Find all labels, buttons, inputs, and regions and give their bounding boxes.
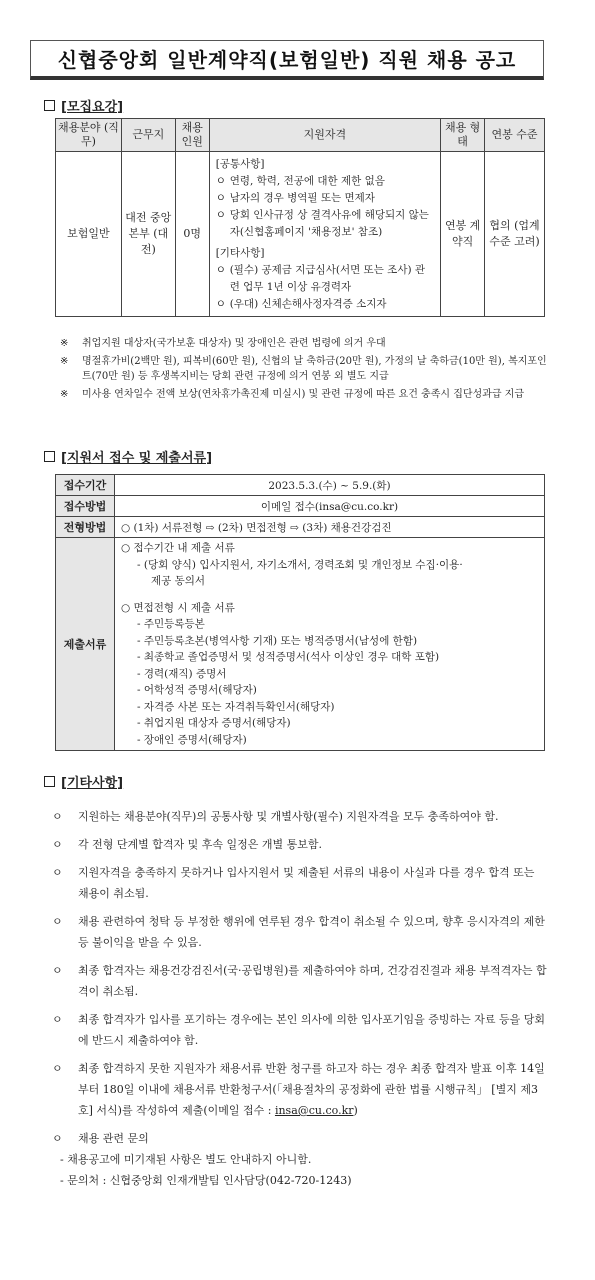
notes-list (60, 336, 548, 402)
process-value: ○ (1차) 서류전형 ⇨ (2차) 면접전형 ⇨ (3차) 채용건강검진 (115, 517, 545, 538)
recruit-table-header (56, 119, 545, 152)
misc-item: ㅇ 채용 관련하여 청탁 등 부정한 행위에 연루된 경우 합격이 취소될 수 있으며, 향후 응시자격의 제한 등 불이익을 받을 수 있음. (52, 915, 545, 949)
section-recruit-heading: [모집요강] (44, 96, 123, 115)
misc-item: ㅇ 최종 합격자는 채용건강검진서(국·공립병원)를 제출하여야 하며, 건강검진결과 채용 부적격자는 합격이 취소됨. (52, 964, 547, 998)
docs-label: 제출서류 (56, 538, 115, 751)
apply-row-docs (56, 538, 545, 751)
docs-b-item: - 경력(재직) 증명서 (137, 667, 227, 680)
apply-row-method (56, 496, 545, 517)
note-item: ※ 명절휴가비(2백만 원), 피복비(60만 원), 신협의 날 축하금(20만 원), 가정의 날 축하금(10만 원), 복지포인트(70만 원) 등 후생복지비는 당회 관련 규정에 의거 연봉 외 별도 지급 (60, 356, 547, 382)
cell-type: 연봉 계약직 (441, 152, 485, 317)
cell-salary: 협의 (업계 수준 고려) (485, 152, 545, 317)
misc-list (52, 806, 548, 1191)
note-item: ※ 취업지원 대상자(국가보훈 대상자) 및 장애인은 관련 법령에 의거 우대 (60, 338, 386, 349)
recruit-table (55, 118, 545, 317)
section-apply-heading: [지원서 접수 및 제출서류] (44, 447, 212, 466)
docs-b-item: - 주민등록초본(병역사항 기재) 또는 병적증명서(남성에 한함) (137, 634, 418, 647)
header-salary: 연봉 수준 (485, 119, 545, 152)
misc-item: ㅇ 최종 합격자가 입사를 포기하는 경우에는 본인 의사에 의한 입사포기임을 증빙하는 자료 등을 당회에 반드시 제출하여야 함. (52, 1013, 545, 1047)
qual-common-item: ㅇ 남자의 경우 병역필 또는 면제자 (215, 192, 375, 204)
checkbox-square-icon (44, 776, 55, 787)
docs-value (115, 538, 545, 751)
method-value: 이메일 접수(insa@cu.co.kr) (115, 496, 545, 517)
docs-b-item: - 자격증 사본 또는 자격취득확인서(해당자) (137, 700, 335, 713)
header-count: 채용 인원 (175, 119, 209, 152)
qual-other-title: [기타사항] (215, 247, 265, 259)
checkbox-square-icon (44, 100, 55, 111)
period-value: 2023.5.3.(수) ~ 5.9.(화) (115, 475, 545, 496)
misc-item-return: ㅇ 최종 합격하지 못한 지원자가 채용서류 반환 청구를 하고자 하는 경우 최종 합격자 발표 이후 14일부터 180일 이내에 채용서류 반환청구서(「채용절차의 공정화에 관한 법률 시행규칙」 [별지 제3호] 서식)를 작성하여 제출(이메일 접수 : insa@cu.co.kr) (52, 1062, 545, 1117)
checkbox-square-icon (44, 451, 55, 462)
docs-b-item: - 주민등록등본 (137, 618, 205, 630)
header-qualification: 지원자격 (209, 119, 440, 152)
header-type: 채용 형태 (441, 119, 485, 152)
cell-field: 보험일반 (56, 152, 122, 317)
docs-b-item: - 어학성적 증명서(해당자) (137, 684, 257, 696)
docs-b-item: - 최종학교 졸업증명서 및 성적증명서(석사 이상인 경우 대학 포함) (137, 651, 440, 663)
method-label: 접수방법 (56, 496, 115, 517)
inquiry-line: - 문의처 : 신협중앙회 인재개발팀 인사담당(042-720-1243) (60, 1174, 352, 1187)
qual-common-item: ㅇ 연령, 학력, 전공에 대한 제한 없음 (215, 175, 385, 187)
apply-table (55, 474, 545, 751)
header-location: 근무지 (121, 119, 175, 152)
misc-item: ㅇ 지원자격을 충족하지 못하거나 입사지원서 및 제출된 서류의 내용이 사실과 다를 경우 합격 또는 채용이 취소됨. (52, 866, 535, 900)
cell-count: 0명 (175, 152, 209, 317)
docs-a-line: 제공 동의서 (151, 575, 206, 587)
docs-b-title: ○ 면접전형 시 제출 서류 (121, 601, 235, 614)
period-label: 접수기간 (56, 475, 115, 496)
misc-item-inquiry: ㅇ 채용 관련 문의 (52, 1132, 149, 1145)
docs-b-item: - 장애인 증명서(해당자) (137, 733, 247, 746)
inquiry-line: - 채용공고에 미기재된 사항은 별도 안내하지 아니함. (60, 1153, 312, 1166)
cell-location: 대전 중앙본부 (대전) (121, 152, 175, 317)
cell-qualification (209, 152, 440, 317)
note-item: ※ 미사용 연차일수 전액 보상(연차휴가촉진제 미실시) 및 관련 규정에 따른 요건 충족시 집단성과급 지급 (60, 389, 525, 400)
section-misc-heading: [기타사항] (44, 772, 123, 791)
docs-a-line: - (당회 양식) 입사지원서, 자기소개서, 경력조회 및 개인정보 수집·이용· (137, 558, 463, 571)
page-title-box (30, 40, 544, 80)
qual-common-title: [공통사항] (215, 158, 265, 170)
docs-b-item: - 취업지원 대상자 증명서(해당자) (137, 717, 291, 729)
recruit-table-row (56, 152, 545, 317)
email-link[interactable]: insa@cu.co.kr (274, 1104, 354, 1117)
docs-a-title: ○ 접수기간 내 제출 서류 (121, 542, 235, 554)
misc-item: ㅇ 지원하는 채용분야(직무)의 공통사항 및 개별사항(필수) 지원자격을 모두 충족하여야 함. (52, 810, 499, 823)
misc-item: ㅇ 각 전형 단계별 합격자 및 후속 일정은 개별 통보함. (52, 838, 322, 851)
qual-other-item: ㅇ (우대) 신체손해사정자격증 소지자 (215, 298, 387, 310)
process-label: 전형방법 (56, 517, 115, 538)
apply-row-period (56, 475, 545, 496)
header-field: 채용분야 (직무) (56, 119, 122, 152)
qual-other-item: ㅇ (필수) 공제금 지급심사(서면 또는 조사) 관련 업무 1년 이상 유경력자 (215, 264, 426, 293)
apply-row-process (56, 517, 545, 538)
page-title: 신협중앙회 일반계약직(보험일반) 직원 채용 공고 (57, 48, 517, 72)
qual-common-item: ㅇ 당회 인사규정 상 결격사유에 해당되지 않는 자(신협홈페이지 '채용정보' 참조) (215, 209, 429, 238)
